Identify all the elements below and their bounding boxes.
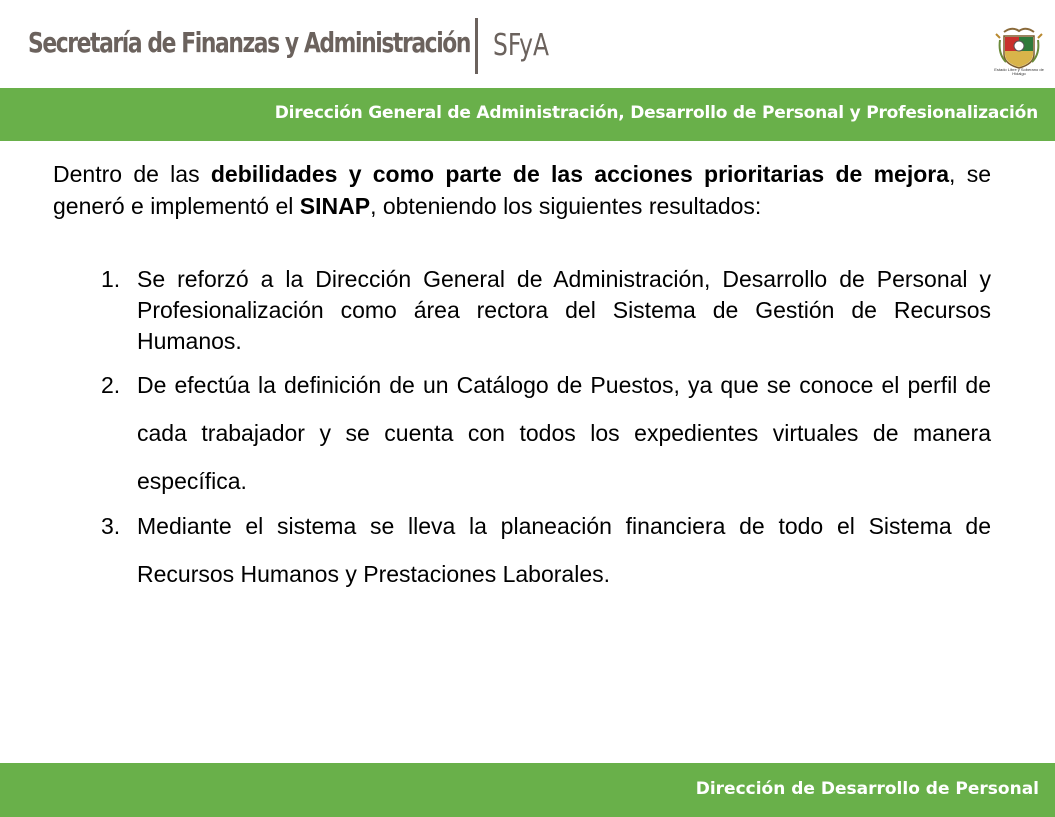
header: [0, 0, 1055, 88]
list-item-number: 3.: [101, 513, 121, 539]
list-item-text: Mediante el sistema se lleva la planeación financiera de todo el Sistema de Recursos Humanos y Prestaciones Laborales.: [137, 513, 991, 587]
intro-text-3: , obteniendo los siguientes resultados:: [370, 193, 762, 219]
top-banner: [0, 88, 1055, 141]
emblem-caption: Estado Libre y Soberano de Hidalgo: [994, 67, 1044, 76]
list-item-text: Se reforzó a la Dirección General de Administración, Desarrollo de Personal y Profesionalización como área rectora del Sistema de Gestión de Recursos Humanos.: [137, 266, 991, 354]
organization-name: Secretaría de Finanzas y Administración: [28, 26, 471, 59]
list-item: [53, 361, 991, 505]
department-title: Dirección General de Administración, Desarrollo de Personal y Profesionalización: [274, 103, 1038, 123]
intro-text-2: , se generó e implementó el: [53, 161, 991, 219]
header-divider: [475, 18, 478, 74]
results-list: [53, 264, 991, 598]
main-content: [53, 158, 991, 598]
list-item: [53, 502, 991, 598]
intro-bold-1: debilidades y como parte de las acciones prioritarias de mejora: [210, 161, 950, 187]
list-item: [53, 264, 991, 357]
bottom-banner: [0, 763, 1055, 817]
list-item-number: 2.: [101, 372, 121, 398]
list-item-number: 1.: [101, 266, 121, 292]
intro-text-1: Dentro de las: [53, 161, 211, 187]
office-title: Dirección de Desarrollo de Personal: [695, 779, 1039, 799]
organization-abbreviation: SFyA: [493, 28, 550, 63]
intro-bold-2: SINAP: [299, 193, 371, 219]
list-item-text: De efectúa la definición de un Catálogo de Puestos, ya que se conoce el perfil de cada trabajador y se cuenta con todos los expedientes virtuales de manera específica.: [137, 372, 991, 494]
intro-paragraph: [53, 158, 991, 222]
